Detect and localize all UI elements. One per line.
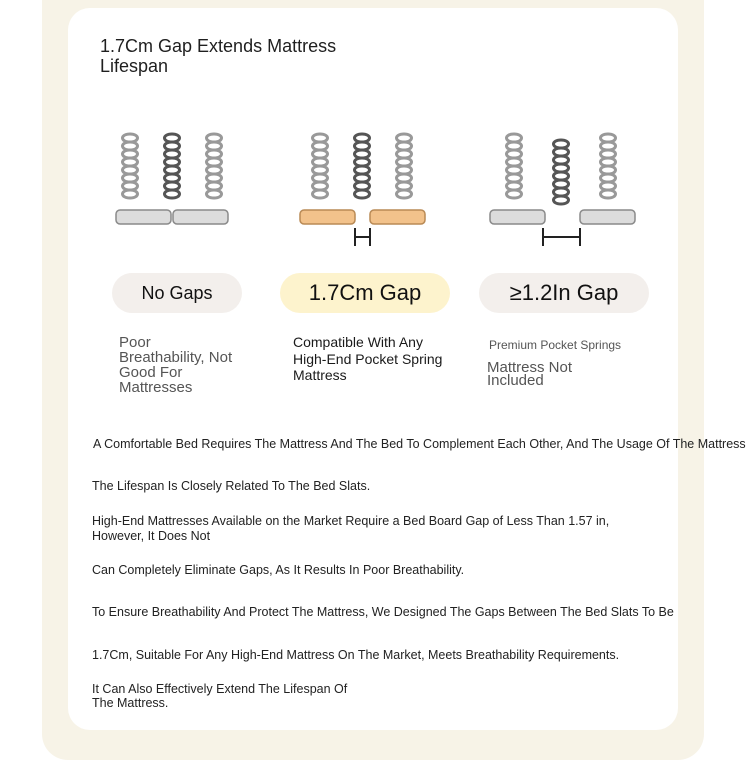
no-gaps-caption: Poor Breathability, Not Good For Mattresses: [119, 334, 233, 396]
body-text: A Comfortable Bed Requires The Mattress And The Bed To Complement Each Other, And The Usage Of The Mattress: [93, 437, 746, 451]
body-text: High-End Mattresses Available on the Market Require a Bed Board Gap of Less Than 1.57 in, However, It Does Not: [92, 514, 610, 543]
gap-marker-icon: [543, 228, 580, 246]
spring-icon: [554, 140, 569, 204]
spring-icon: [313, 134, 328, 198]
spring-icon: [397, 134, 412, 198]
slat-icon: [116, 210, 171, 224]
no-gaps-pill: No Gaps: [112, 273, 242, 313]
body-text: It Can Also Effectively Extend The Lifespan Of The Mattress.: [92, 682, 348, 710]
medium-gap-diagram: [296, 128, 430, 250]
gap-1-7cm-caption: Compatible With Any High-End Pocket Spring Mattress: [293, 334, 443, 383]
spring-icon: [123, 134, 138, 198]
body-text: 1.7Cm, Suitable For Any High-End Mattress On The Market, Meets Breathability Requirements.: [92, 648, 620, 662]
large-gap-diagram: [486, 128, 638, 250]
gap-marker-icon: [355, 228, 370, 246]
gap-1-7cm-pill: 1.7Cm Gap: [280, 273, 450, 313]
premium-springs-label: Premium Pocket Springs: [489, 338, 622, 352]
slat-icon: [580, 210, 635, 224]
gap-1-2in-pill: ≥1.2In Gap: [479, 273, 649, 313]
body-text: To Ensure Breathability And Protect The Mattress, We Designed The Gaps Between The Bed Slats To Be: [92, 605, 674, 619]
body-text: Can Completely Eliminate Gaps, As It Results In Poor Breathability.: [92, 563, 465, 577]
spring-icon: [507, 134, 522, 198]
spring-icon: [601, 134, 616, 198]
spring-icon: [207, 134, 222, 198]
spring-icon: [355, 134, 370, 198]
slat-icon: [490, 210, 545, 224]
slat-icon: [370, 210, 425, 224]
page-title: 1.7Cm Gap Extends Mattress Lifespan: [100, 36, 337, 76]
gap-1-2in-caption: Mattress Not Included: [487, 359, 573, 389]
slat-icon: [300, 210, 355, 224]
no-gap-diagram: [110, 128, 236, 228]
slat-icon: [173, 210, 228, 224]
spring-icon: [165, 134, 180, 198]
body-text: The Lifespan Is Closely Related To The Bed Slats.: [92, 479, 371, 493]
